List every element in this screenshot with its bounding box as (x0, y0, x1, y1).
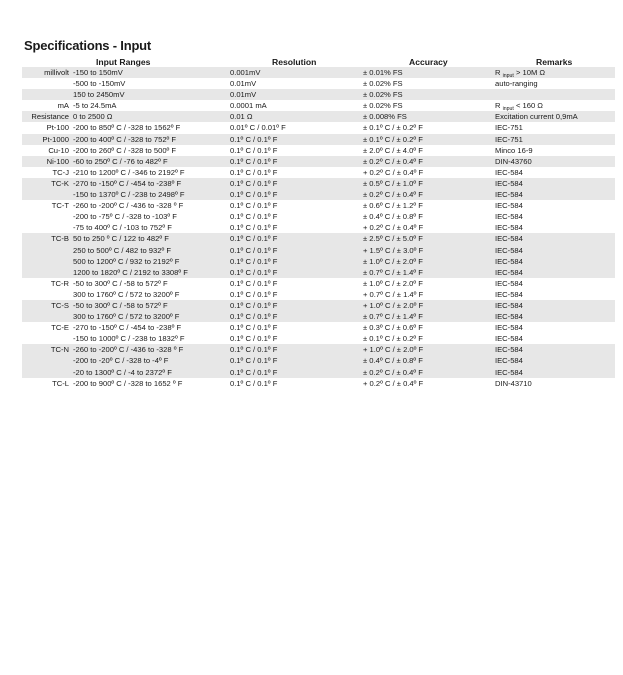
table-row (22, 311, 615, 322)
row-label: TC-E (51, 323, 69, 333)
input-range: 50 to 250 º C / 122 to 482º F (73, 234, 169, 244)
input-range: 150 to 2450mV (73, 90, 125, 100)
resolution-value: 0.1º C / 0.1º F (230, 378, 278, 388)
accuracy-value: ± 0.01% FS (363, 68, 403, 77)
row-label: TC-K (51, 178, 69, 188)
input-range: -75 to 400º C / -103 to 752º F (73, 223, 172, 233)
input-range: 0 to 2500 Ω (73, 112, 113, 122)
resolution-value: 0.1º C / 0.1º F (230, 334, 278, 344)
table-row (22, 256, 615, 267)
accuracy-value: + 0.2º C / ± 0.4º F (363, 378, 424, 388)
resolution-value: 0.001mV (230, 68, 261, 77)
remarks-value: IEC-584 (495, 278, 523, 288)
input-range: -150 to 1370º C / -238 to 2498º F (73, 190, 185, 200)
remarks-value: IEC-584 (495, 167, 523, 177)
table-row (22, 322, 615, 333)
input-range: -150 to 150mV (73, 68, 123, 77)
accuracy-value: ± 0.5º C / ± 1.0º F (363, 178, 423, 188)
table-row (22, 278, 615, 289)
remarks-value: DIN-43710 (495, 378, 532, 388)
table-row (22, 289, 615, 300)
input-range: 500 to 1200º C / 932 to 2192º F (73, 256, 180, 266)
resolution-value: 0.01 Ω (230, 112, 253, 122)
table-row (22, 200, 615, 211)
remarks-value: DIN-43760 (495, 156, 532, 166)
input-range: 300 to 1760º C / 572 to 3200º F (73, 289, 180, 299)
table-row (22, 134, 615, 145)
input-range: 1200 to 1820º C / 2192 to 3308º F (73, 267, 188, 277)
table-row (22, 245, 615, 256)
row-label: Pt-1000 (42, 134, 69, 144)
accuracy-value: ± 0.1º C / ± 0.2º F (363, 134, 423, 144)
input-range: -500 to -150mV (73, 79, 126, 89)
input-range: -150 to 1000º C / -238 to 1832º F (73, 334, 185, 344)
accuracy-value: ± 0.2º C / ± 0.4º F (363, 156, 423, 166)
remarks-value: IEC-584 (495, 223, 523, 233)
accuracy-value: ± 0.2º C / ± 0.4º F (363, 367, 423, 377)
accuracy-value: ± 0.008% FS (363, 112, 407, 122)
accuracy-value: ± 2.0º C / ± 4.0º F (363, 145, 423, 155)
input-range: -200 to 260º C / -328 to 500º F (73, 145, 177, 155)
remarks-value: IEC-584 (495, 234, 523, 244)
table-row (22, 178, 615, 189)
table-row (22, 367, 615, 378)
input-range: -200 to 400º C / -328 to 752º F (73, 134, 177, 144)
table-row (22, 78, 615, 89)
accuracy-value: ± 0.2º C / ± 0.4º F (363, 190, 423, 200)
row-label: TC-L (52, 378, 69, 388)
input-range: -50 to 300º C / -58 to 572º F (73, 300, 168, 310)
resolution-value: 0.1º C / 0.1º F (230, 312, 278, 322)
accuracy-value: + 1.5º C / ± 3.0º F (363, 245, 424, 255)
resolution-value: 0.1º C / 0.1º F (230, 234, 278, 244)
remarks-value: IEC-584 (495, 312, 523, 322)
accuracy-value: ± 0.3º C / ± 0.6º F (363, 323, 423, 333)
input-range: -200 to -75º C / -328 to -103º F (73, 212, 177, 222)
remarks-value: IEC-584 (495, 267, 523, 277)
accuracy-value: ± 0.1º C / ± 0.2º F (363, 334, 423, 344)
table-row (22, 89, 615, 100)
table-row (22, 233, 615, 244)
resolution-value: 0.01mV (230, 90, 257, 100)
remarks-value: IEC-751 (495, 134, 523, 144)
table-row (22, 333, 615, 344)
row-label: TC-B (51, 234, 69, 244)
accuracy-value: ± 0.1º C / ± 0.2º F (363, 123, 423, 133)
input-range: -5 to 24.5mA (73, 101, 117, 111)
remarks-value: IEC-584 (495, 190, 523, 200)
input-range: -260 to -200º C / -436 to -328 º F (73, 201, 184, 211)
table-row (22, 111, 615, 122)
resolution-value: 0.1º C / 0.1º F (230, 278, 278, 288)
row-label: Pt-100 (46, 123, 69, 133)
table-row (22, 67, 615, 78)
input-range: -200 to -20º C / -328 to -4º F (73, 356, 169, 366)
row-label: TC-J (52, 167, 69, 177)
remarks-value: IEC-751 (495, 123, 523, 133)
input-range: -200 to 900º C / -328 to 1652 º F (73, 378, 183, 388)
header-accuracy: Accuracy (409, 57, 448, 67)
row-label: TC-R (50, 278, 69, 288)
accuracy-value: ± 0.02% FS (363, 90, 403, 100)
resolution-value: 0.1º C / 0.1º F (230, 145, 278, 155)
input-range: -270 to -150º C / -454 to -238º F (73, 323, 182, 333)
row-label: mA (57, 101, 69, 111)
resolution-value: 0.1º C / 0.1º F (230, 323, 278, 333)
table-row (22, 211, 615, 222)
remarks-value: IEC-584 (495, 323, 523, 333)
remarks-value: Minco 16-9 (495, 145, 533, 155)
input-range: -270 to -150º C / -454 to -238º F (73, 178, 182, 188)
remarks-value: IEC-584 (495, 212, 523, 222)
accuracy-value: + 0.2º C / ± 0.4º F (363, 223, 424, 233)
input-range: -260 to -200º C / -436 to -328 º F (73, 345, 184, 355)
resolution-value: 0.1º C / 0.1º F (230, 167, 278, 177)
resolution-value: 0.1º C / 0.1º F (230, 367, 278, 377)
table-row (22, 222, 615, 233)
resolution-value: 0.1º C / 0.1º F (230, 245, 278, 255)
table-row (22, 156, 615, 167)
table-row (22, 378, 615, 389)
accuracy-value: ± 0.02% FS (363, 101, 403, 111)
input-range: -60 to 250º C / -76 to 482º F (73, 156, 168, 166)
remarks-value: R $_{input}$ < 160 Ω (495, 101, 543, 112)
table-row (22, 122, 615, 133)
input-range: -200 to 850º C / -328 to 1562º F (73, 123, 181, 133)
table-row (22, 100, 615, 111)
table-row (22, 300, 615, 311)
remarks-value: auto-ranging (495, 79, 538, 89)
remarks-value: IEC-584 (495, 289, 523, 299)
resolution-value: 0.1º C / 0.1º F (230, 300, 278, 310)
header-input-ranges: Input Ranges (96, 57, 151, 67)
accuracy-value: ± 0.4º C / ± 0.8º F (363, 212, 423, 222)
remarks-value: Excitation current 0,9mA (495, 112, 578, 122)
remarks-value: IEC-584 (495, 345, 523, 355)
row-label: Ni-100 (46, 156, 69, 166)
resolution-value: 0.1º C / 0.1º F (230, 156, 278, 166)
table-row (22, 167, 615, 178)
table-row (22, 344, 615, 355)
resolution-value: 0.1º C / 0.1º F (230, 201, 278, 211)
accuracy-value: ± 1.0º C / ± 2.0º F (363, 256, 423, 266)
accuracy-value: ± 0.02% FS (363, 79, 403, 89)
header-resolution: Resolution (272, 57, 317, 67)
remarks-value: IEC-584 (495, 256, 523, 266)
row-label: millivolt (44, 68, 69, 77)
table-row (22, 355, 615, 366)
row-label: Cu-10 (48, 145, 69, 155)
accuracy-value: + 1.0º C / ± 2.0º F (363, 300, 424, 310)
row-label: TC-N (50, 345, 69, 355)
remarks-value: IEC-584 (495, 367, 523, 377)
row-label: TC-T (51, 201, 69, 211)
resolution-value: 0.1º C / 0.1º F (230, 134, 278, 144)
resolution-value: 0.1º C / 0.1º F (230, 212, 278, 222)
accuracy-value: + 1.0º C / ± 2.0º F (363, 345, 424, 355)
resolution-value: 0.1º C / 0.1º F (230, 345, 278, 355)
remarks-value: IEC-584 (495, 334, 523, 344)
accuracy-value: + 0.2º C / ± 0.4º F (363, 167, 424, 177)
accuracy-value: ± 0.6º C / ± 1.2º F (363, 201, 423, 211)
accuracy-value: ± 0.7º C / ± 1.4º F (363, 312, 423, 322)
remarks-value: IEC-584 (495, 356, 523, 366)
remarks-value: IEC-584 (495, 245, 523, 255)
resolution-value: 0.1º C / 0.1º F (230, 256, 278, 266)
input-range: -20 to 1300º C / -4 to 2372º F (73, 367, 172, 377)
accuracy-value: ± 0.7º C / ± 1.4º F (363, 267, 423, 277)
table-row (22, 267, 615, 278)
resolution-value: 0.1º C / 0.1º F (230, 178, 278, 188)
table-row (22, 189, 615, 200)
input-range: 300 to 1760º C / 572 to 3200º F (73, 312, 180, 322)
resolution-value: 0.1º C / 0.1º F (230, 190, 278, 200)
remarks-value: IEC-584 (495, 300, 523, 310)
accuracy-value: + 0.7º C / ± 1.4º F (363, 289, 424, 299)
remarks-value: R $_{input}$ > 10M Ω (495, 68, 546, 79)
accuracy-value: ± 2.5º C / ± 5.0º F (363, 234, 423, 244)
resolution-value: 0.0001 mA (230, 101, 267, 111)
input-range: -50 to 300º C / -58 to 572º F (73, 278, 168, 288)
accuracy-value: ± 1.0º C / ± 2.0º F (363, 278, 423, 288)
resolution-value: 0.1º C / 0.1º F (230, 223, 278, 233)
header-remarks: Remarks (536, 57, 573, 67)
row-label: Resistance (31, 112, 69, 122)
resolution-value: 0.1º C / 0.1º F (230, 356, 278, 366)
specifications-table (22, 67, 615, 389)
remarks-value: IEC-584 (495, 178, 523, 188)
accuracy-value: ± 0.4º C / ± 0.8º F (363, 356, 423, 366)
input-range: -210 to 1200º C / -346 to 2192º F (73, 167, 185, 177)
remarks-value: IEC-584 (495, 201, 523, 211)
resolution-value: 0.1º C / 0.1º F (230, 267, 278, 277)
resolution-value: 0.1º C / 0.1º F (230, 289, 278, 299)
table-row (22, 145, 615, 156)
resolution-value: 0.01º C / 0.01º F (230, 123, 286, 133)
row-label: TC-S (51, 300, 69, 310)
page-title: Specifications - Input (24, 38, 152, 53)
input-range: 250 to 500º C / 482 to 932º F (73, 245, 172, 255)
resolution-value: 0.01mV (230, 79, 257, 89)
